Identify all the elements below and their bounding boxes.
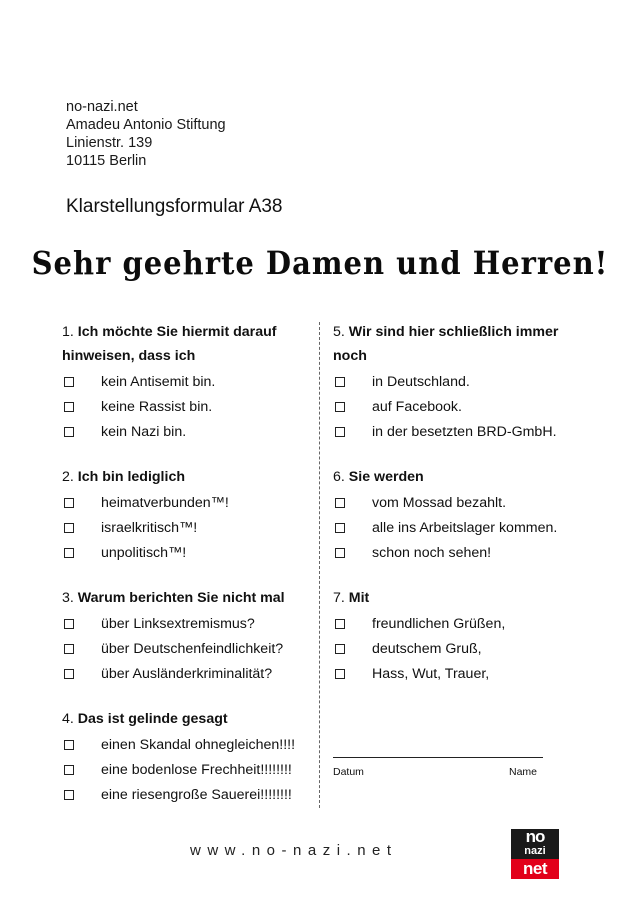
- address-line: Linienstr. 139: [66, 135, 153, 151]
- option-label: über Ausländerkriminalität?: [101, 665, 273, 682]
- checkbox[interactable]: [64, 619, 74, 629]
- option-label: in Deutschland.: [372, 373, 470, 390]
- checkbox[interactable]: [335, 548, 345, 558]
- option-label: kein Nazi bin.: [101, 423, 187, 440]
- checkbox-option[interactable]: [62, 490, 314, 515]
- section-title: Mit: [348, 590, 370, 606]
- checkbox[interactable]: [64, 644, 74, 654]
- option-label: keine Rassist bin.: [101, 398, 213, 415]
- section-7: [333, 586, 583, 686]
- checkbox[interactable]: [335, 377, 345, 387]
- address-line: no-nazi.net: [66, 99, 138, 115]
- section-5: [333, 320, 583, 444]
- checkbox[interactable]: [64, 548, 74, 558]
- checkbox-option[interactable]: [333, 394, 583, 419]
- checkbox[interactable]: [335, 523, 345, 533]
- option-label: einen Skandal ohnegleichen!!!!: [101, 736, 296, 753]
- address-line: 10115 Berlin: [66, 153, 147, 169]
- checkbox[interactable]: [335, 498, 345, 508]
- section-6: [333, 465, 583, 565]
- checkbox-option[interactable]: [62, 394, 314, 419]
- section-heading: [333, 320, 583, 368]
- section-title: Wir sind hier schließlich immer noch: [333, 324, 559, 364]
- section-1: [62, 320, 314, 444]
- section-4: [62, 707, 314, 807]
- checkbox[interactable]: [64, 765, 74, 775]
- checkbox-option[interactable]: [62, 782, 314, 807]
- checkbox-option[interactable]: [62, 732, 314, 757]
- checkbox-option[interactable]: [62, 515, 314, 540]
- checkbox[interactable]: [64, 377, 74, 387]
- section-heading: [333, 465, 583, 489]
- checkbox-option[interactable]: [62, 661, 314, 686]
- section-title: Das ist gelinde gesagt: [77, 711, 228, 727]
- option-label: kein Antisemit bin.: [101, 373, 216, 390]
- name-label: Name: [508, 766, 537, 778]
- signature-block: [333, 757, 543, 778]
- right-column: [333, 320, 583, 707]
- option-label: schon noch sehen!: [372, 544, 492, 561]
- section-number: 4.: [62, 711, 74, 727]
- section-number: 5.: [333, 324, 345, 340]
- section-number: 3.: [62, 590, 74, 606]
- checkbox[interactable]: [64, 427, 74, 437]
- section-number: 6.: [333, 469, 345, 485]
- checkbox-option[interactable]: [333, 611, 583, 636]
- date-label: Datum: [333, 766, 364, 778]
- section-number: 1.: [62, 324, 74, 340]
- section-heading: [62, 707, 314, 731]
- address-block: [66, 98, 226, 170]
- checkbox-option[interactable]: [333, 515, 583, 540]
- logo-top: [511, 829, 559, 859]
- section-number: 7.: [333, 590, 345, 606]
- option-label: eine riesengroße Sauerei!!!!!!!!: [101, 786, 292, 803]
- section-number: 2.: [62, 469, 74, 485]
- salutation-heading: Sehr geehrte Damen und Herren!: [31, 244, 609, 282]
- checkbox[interactable]: [64, 498, 74, 508]
- checkbox[interactable]: [64, 402, 74, 412]
- checkbox[interactable]: [64, 790, 74, 800]
- option-label: alle ins Arbeitslager kommen.: [372, 519, 558, 536]
- option-label: über Deutschenfeindlichkeit?: [101, 640, 284, 657]
- option-label: Hass, Wut, Trauer,: [372, 665, 490, 682]
- logo-text-net: net: [511, 859, 559, 879]
- checkbox-option[interactable]: [333, 661, 583, 686]
- section-2: [62, 465, 314, 565]
- no-nazi-net-logo: [511, 829, 559, 879]
- section-heading: [62, 320, 314, 368]
- section-heading: [62, 586, 314, 610]
- option-label: israelkritisch™!: [101, 519, 198, 536]
- checkbox-option[interactable]: [62, 369, 314, 394]
- checkbox[interactable]: [335, 644, 345, 654]
- checkbox-option[interactable]: [62, 611, 314, 636]
- section-heading: [333, 586, 583, 610]
- option-label: freundlichen Grüßen,: [372, 615, 506, 632]
- address-line: Amadeu Antonio Stiftung: [66, 117, 226, 133]
- option-label: heimatverbunden™!: [101, 494, 229, 511]
- checkbox[interactable]: [64, 669, 74, 679]
- section-title: Warum berichten Sie nicht mal: [77, 590, 285, 606]
- checkbox[interactable]: [64, 740, 74, 750]
- left-column: [62, 320, 314, 828]
- checkbox-option[interactable]: [62, 636, 314, 661]
- section-3: [62, 586, 314, 686]
- checkbox-option[interactable]: [62, 419, 314, 444]
- section-title: Ich möchte Sie hiermit darauf hinweisen, dass ich: [62, 324, 277, 364]
- checkbox-option[interactable]: [62, 757, 314, 782]
- checkbox[interactable]: [335, 619, 345, 629]
- signature-line[interactable]: [333, 757, 543, 758]
- option-label: in der besetzten BRD-GmbH.: [372, 423, 557, 440]
- section-title: Sie werden: [348, 469, 424, 485]
- option-label: vom Mossad bezahlt.: [372, 494, 507, 511]
- signature-labels: [333, 766, 543, 778]
- checkbox-option[interactable]: [62, 540, 314, 565]
- checkbox-option[interactable]: [333, 419, 583, 444]
- form-title: Klarstellungsformular A38: [66, 196, 283, 217]
- checkbox-option[interactable]: [333, 540, 583, 565]
- section-title: Ich bin lediglich: [77, 469, 185, 485]
- checkbox-option[interactable]: [333, 636, 583, 661]
- checkbox[interactable]: [335, 427, 345, 437]
- checkbox[interactable]: [64, 523, 74, 533]
- logo-text-no: no: [525, 827, 545, 846]
- checkbox[interactable]: [335, 669, 345, 679]
- option-label: über Linksextremismus?: [101, 615, 255, 632]
- footer-url: www.no-nazi.net: [190, 842, 398, 859]
- checkbox-option[interactable]: [333, 490, 583, 515]
- checkbox[interactable]: [335, 402, 345, 412]
- checkbox-option[interactable]: [333, 369, 583, 394]
- option-label: auf Facebook.: [372, 398, 462, 415]
- section-heading: [62, 465, 314, 489]
- logo-text-nazi: nazi: [524, 845, 546, 857]
- option-label: eine bodenlose Frechheit!!!!!!!!: [101, 761, 292, 778]
- option-label: unpolitisch™!: [101, 544, 187, 561]
- column-divider: [319, 322, 320, 808]
- option-label: deutschem Gruß,: [372, 640, 482, 657]
